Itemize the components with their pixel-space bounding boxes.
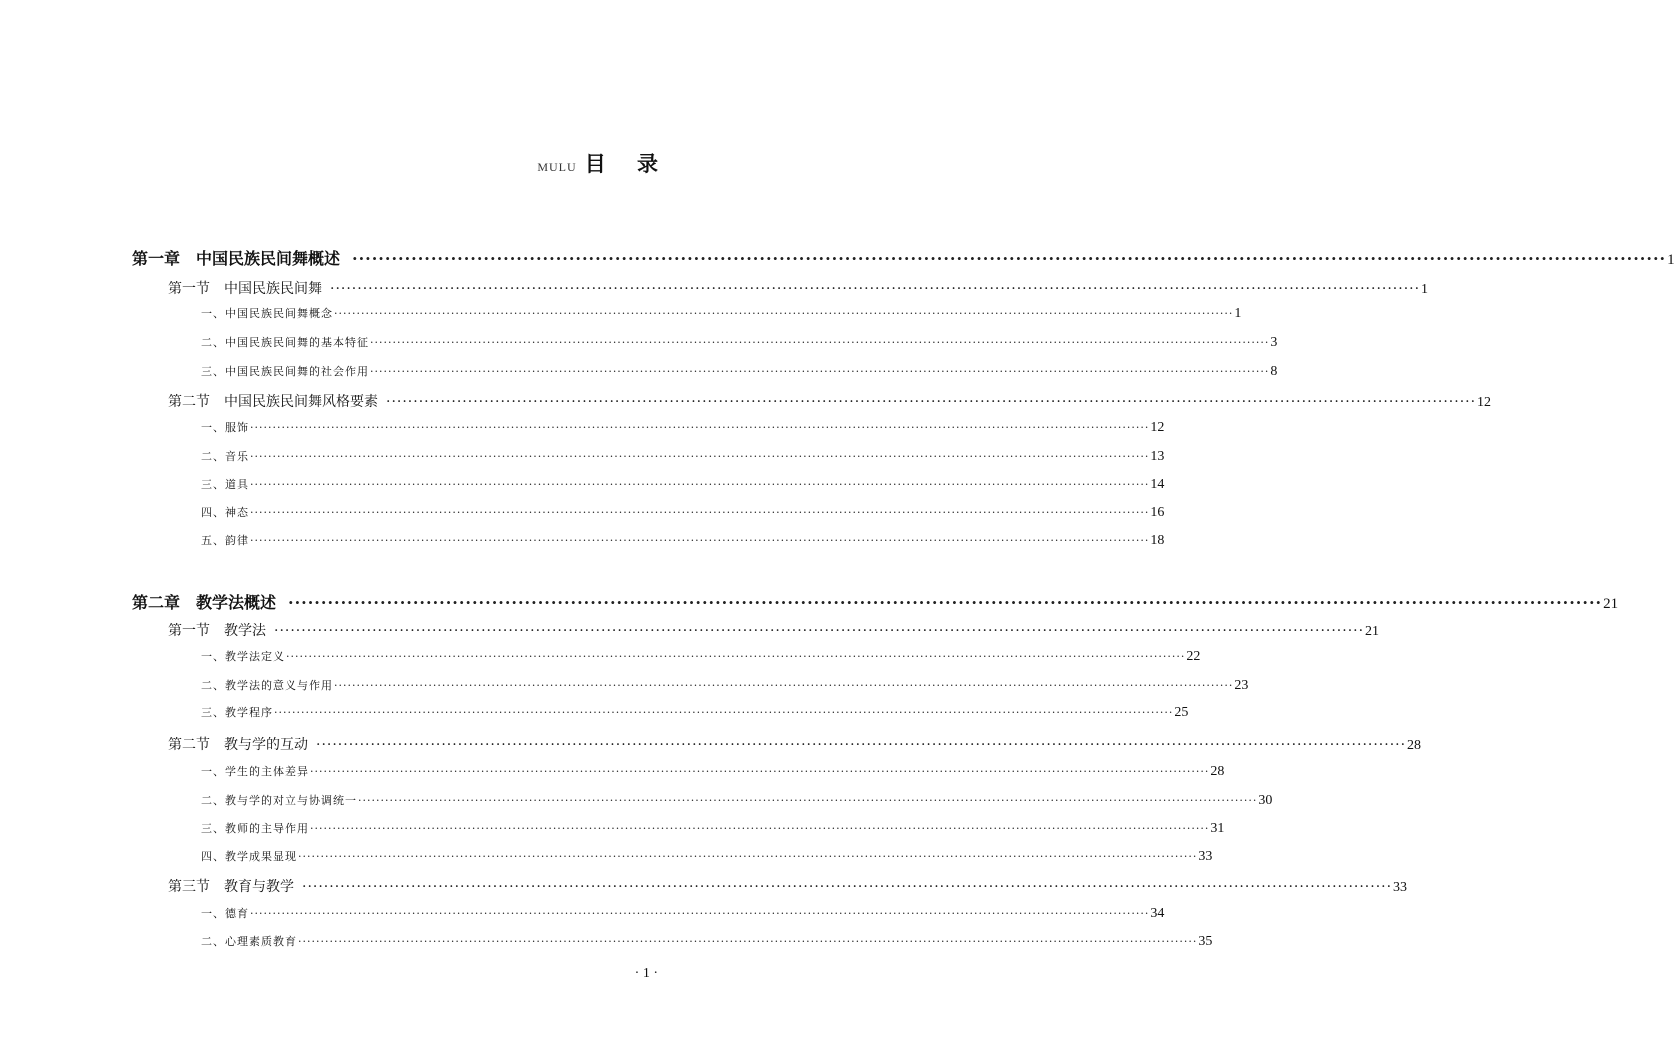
toc-entry-title: 一、德育 <box>201 907 249 920</box>
toc-entry-title: 一、教学法定义 <box>201 650 285 663</box>
dot-leader: ········································································································································································································ <box>298 935 1198 948</box>
toc-item-row[interactable] <box>201 363 1278 380</box>
header-title-en: MULU <box>537 160 577 174</box>
toc-entry-page: 3 <box>1270 335 1278 350</box>
toc-entry-page: 25 <box>1174 705 1189 720</box>
toc-entry-page: 1 <box>1234 306 1242 321</box>
toc-section-row[interactable] <box>168 278 1429 298</box>
dot-leader: ········································································································································································································ <box>370 365 1270 378</box>
dot-leader: ········································································································································································································ <box>250 534 1150 547</box>
toc-item-row[interactable] <box>201 905 1165 922</box>
toc-item-row[interactable] <box>201 933 1213 950</box>
toc-item-row[interactable] <box>201 532 1165 549</box>
toc-chapter-row[interactable] <box>132 246 1675 269</box>
dot-leader: ········································································································································································································ <box>250 506 1150 519</box>
dot-leader: ········································································································································································································ <box>330 281 1421 297</box>
toc-item-row[interactable] <box>201 648 1201 665</box>
toc-entry-title: 第二节 教与学的互动 <box>168 737 308 753</box>
toc-entry-title: 四、神态 <box>201 506 249 519</box>
toc-entry-title: 二、教学法的意义与作用 <box>201 679 333 692</box>
toc-item-row[interactable] <box>201 334 1278 351</box>
dot-leader: ········································································································································································································ <box>310 822 1210 835</box>
dot-leader: ········································································································································································································ <box>370 336 1270 349</box>
toc-item-row[interactable] <box>201 448 1165 465</box>
dot-leader: ········································································································································································································ <box>302 879 1393 895</box>
dot-leader: ········································································································································································································ <box>250 421 1150 434</box>
toc-entry-title: 一、学生的主体差异 <box>201 765 309 778</box>
toc-entry-title: 四、教学成果显现 <box>201 850 297 863</box>
toc-item-row[interactable] <box>201 848 1213 865</box>
toc-entry-page: 12 <box>1150 420 1165 435</box>
toc-item-row[interactable] <box>201 792 1273 809</box>
toc-section-row[interactable] <box>168 734 1422 754</box>
dot-leader: ········································································································································································································ <box>358 794 1258 807</box>
toc-entry-title: 二、音乐 <box>201 450 249 463</box>
page-number: · 1 · <box>634 966 658 981</box>
toc-entry-title: 三、教师的主导作用 <box>201 822 309 835</box>
toc-entry-page: 1 <box>1667 252 1675 268</box>
dot-leader: ········································································································································································································ <box>274 706 1174 719</box>
toc-entry-title: 第一节 教学法 <box>168 623 266 639</box>
toc-entry-page: 33 <box>1393 880 1408 895</box>
toc-entry-title: 第一节 中国民族民间舞 <box>168 281 322 297</box>
dot-leader: ········································································································································································································ <box>250 478 1150 491</box>
toc-entry-title: 第三节 教育与教学 <box>168 879 294 895</box>
dot-leader: ········································································································································································································ <box>310 765 1210 778</box>
toc-entry-page: 34 <box>1150 906 1165 921</box>
toc-item-row[interactable] <box>201 419 1165 436</box>
toc-item-row[interactable] <box>201 820 1225 837</box>
toc-entry-title: 二、心理素质教育 <box>201 935 297 948</box>
toc-entry-page: 14 <box>1150 477 1165 492</box>
toc-entry-title: 一、中国民族民间舞概念 <box>201 307 333 320</box>
toc-entry-title: 二、教与学的对立与协调统一 <box>201 794 357 807</box>
toc-entry-page: 16 <box>1150 505 1165 520</box>
toc-section-row[interactable] <box>168 876 1408 896</box>
dot-leader: ········································································································································································································ <box>286 650 1186 663</box>
dot-leader: ········································································································································································································ <box>316 737 1407 753</box>
dot-leader: ········································································································································································································ <box>298 850 1198 863</box>
toc-entry-title: 第二章 教学法概述 <box>132 593 277 612</box>
toc-entry-page: 1 <box>1421 282 1429 297</box>
toc-item-row[interactable] <box>201 704 1189 721</box>
toc-section-row[interactable] <box>168 620 1380 640</box>
toc-entry-title: 三、中国民族民间舞的社会作用 <box>201 365 369 378</box>
toc-entry-page: 31 <box>1210 821 1225 836</box>
toc-item-row[interactable] <box>201 677 1249 694</box>
dot-leader: ········································································································································································································ <box>386 394 1477 410</box>
toc-entry-title: 五、韵律 <box>201 534 249 547</box>
dot-leader: ········································································································································································································ <box>334 679 1234 692</box>
toc-entry-title: 三、道具 <box>201 478 249 491</box>
toc-item-row[interactable] <box>201 476 1165 493</box>
toc-item-row[interactable] <box>201 763 1225 780</box>
toc-entry-page: 28 <box>1407 738 1422 753</box>
header-title-zh: 目 录 <box>584 152 670 176</box>
dot-leader: ········································································································································································································ <box>250 907 1150 920</box>
toc-entry-page: 21 <box>1365 624 1380 639</box>
toc-item-row[interactable] <box>201 305 1242 322</box>
toc-chapter-row[interactable] <box>132 590 1619 613</box>
toc-entry-title: 第二节 中国民族民间舞风格要素 <box>168 394 378 410</box>
toc-entry-page: 12 <box>1477 395 1492 410</box>
toc-entry-title: 第一章 中国民族民间舞概述 <box>132 249 341 268</box>
dot-leader: ········································································································································································································ <box>352 249 1667 268</box>
toc-item-row[interactable] <box>201 504 1165 521</box>
toc-entry-page: 13 <box>1150 449 1165 464</box>
toc-section-row[interactable] <box>168 391 1492 411</box>
dot-leader: ········································································································································································································ <box>250 450 1150 463</box>
toc-entry-page: 33 <box>1198 849 1213 864</box>
toc-entry-title: 一、服饰 <box>201 421 249 434</box>
dot-leader: ········································································································································································································ <box>274 623 1365 639</box>
toc-entry-page: 8 <box>1270 364 1278 379</box>
toc-entry-page: 23 <box>1234 678 1249 693</box>
toc-entry-page: 18 <box>1150 533 1165 548</box>
toc-entry-page: 30 <box>1258 793 1273 808</box>
toc-entry-page: 21 <box>1603 596 1619 612</box>
toc-entry-page: 22 <box>1186 649 1201 664</box>
toc-header <box>537 148 670 178</box>
toc-entry-page: 35 <box>1198 934 1213 949</box>
toc-entry-title: 二、中国民族民间舞的基本特征 <box>201 336 369 349</box>
dot-leader: ········································································································································································································ <box>288 593 1603 612</box>
toc-entry-title: 三、教学程序 <box>201 706 273 719</box>
toc-entry-page: 28 <box>1210 764 1225 779</box>
dot-leader: ········································································································································································································ <box>334 307 1234 320</box>
